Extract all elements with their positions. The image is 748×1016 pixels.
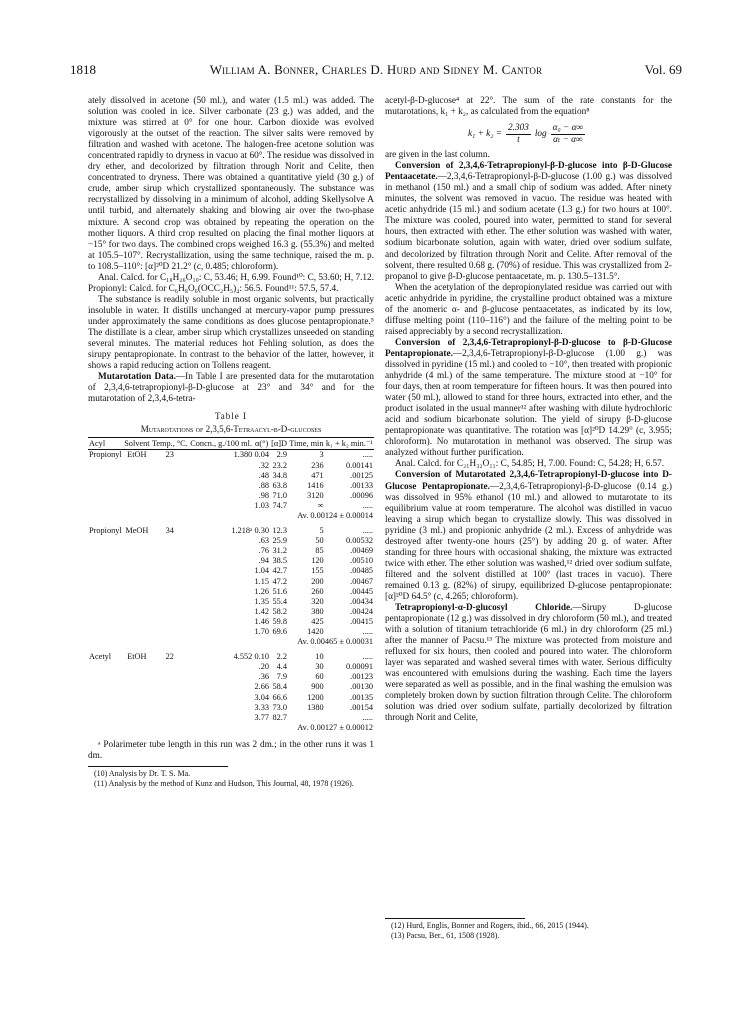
table-cell-temp bbox=[151, 662, 189, 672]
table-cell-concn bbox=[189, 682, 253, 692]
table-cell: ..... bbox=[362, 500, 373, 510]
table-cell-temp bbox=[151, 471, 189, 481]
paragraph: The substance is readily soluble in most organic solvents, but practically insoluble in water. It distills unchanged at mercury-vapor pump pressures under approximately the same conditions as does glucose pentapropionate.⁵ The distillate is a clear, amber sirup which crystallizes unseeded on standing several minutes. The material reduces hot Fehling solution, as does the sirupy pentapropionate. In contrast to the behavior of the latter, however, it shows a rapid reducing action on Tollens reagent. bbox=[88, 294, 374, 372]
analysis-paragraph: Anal. Calcd. for C₂₁H₃₂O₁₁: C, 54.85; H, 7.00. Found: C, 54.28; H, 6.57. bbox=[395, 459, 665, 470]
table-cell: 51.6 bbox=[272, 586, 288, 596]
table-cell-temp bbox=[151, 491, 189, 501]
table-cell: 120 bbox=[311, 556, 324, 566]
table-row bbox=[88, 662, 374, 672]
paragraph bbox=[88, 372, 374, 405]
table-cell-concn: 4.552 bbox=[233, 652, 253, 662]
table-cell: 34.8 bbox=[272, 470, 288, 480]
table-cell: 3.33 bbox=[254, 702, 269, 712]
table-cell-concn bbox=[189, 607, 253, 617]
table-cell: 50 bbox=[315, 536, 324, 546]
analysis-paragraph: Anal. Calcd. for C₁₈H₂₆O₁₀: C, 53.46; H, 6.99. Found¹⁰: C, 53.60; H, 7.12. Propionyl: Calcd. for C₆H₈O₆(OCC₂H₅)₄: 56.5. Found¹¹: 57.5, 57.4. bbox=[88, 272, 374, 294]
section-heading: Conversion of 2,3,4,6-Tetrapropionyl-β-D-glucose to β-D-Glucose Pentapropionate. bbox=[385, 337, 672, 359]
paragraph bbox=[385, 603, 672, 725]
table-cell: 0.04 bbox=[254, 450, 269, 460]
table-cell: 425 bbox=[311, 616, 324, 626]
table-cell: 1380 bbox=[307, 702, 324, 712]
equation-coefficient bbox=[506, 123, 531, 146]
table-cell: 12.3 bbox=[272, 526, 288, 536]
table-cell: .00133 bbox=[350, 480, 373, 490]
table-cell: 1.35 bbox=[254, 596, 269, 606]
table-cell-concn bbox=[189, 546, 253, 556]
section-body: —Sirupy D-glucose pentapropionate (12 g.) was dissolved in dry chloroform (50 ml.), and treated with a solution of titanium tetrachloride (6 ml.) in dry chloroform (25 ml.) after the manner of Pacsu.¹³ The mixture was protected from moisture and refluxed for six hours, then cooled and poured into water. The chloroform layer was separated and washed several times with water. Serious difficulty was encountered with emulsions during the washing. Each time the layers were separated as well as possible, and in the final washing the emulsion was completely broken down by suction filtration through Celite. The chloroform solution was dried over sodium sulfate, partially decolorized by filtration through Norit and Celite, bbox=[385, 603, 672, 724]
table-cell-acyl bbox=[88, 693, 123, 703]
table-cell-acyl bbox=[88, 662, 123, 672]
table-cell-concn bbox=[189, 501, 253, 511]
table-cell-acyl bbox=[88, 607, 123, 617]
table-cell: 1.70 bbox=[254, 627, 269, 636]
table-cell-temp bbox=[151, 481, 189, 491]
table-row bbox=[88, 652, 374, 662]
table-cell: 59.8 bbox=[272, 616, 288, 626]
table-cell: 0.30 bbox=[254, 526, 269, 536]
table-row bbox=[88, 536, 374, 546]
column-header: Time, min bbox=[289, 439, 324, 449]
table-caption: Table I bbox=[214, 411, 248, 422]
table-cell-acyl bbox=[88, 682, 123, 692]
table-cell-solvent bbox=[123, 662, 151, 672]
table-cell: .00485 bbox=[350, 566, 373, 576]
table-cell: 471 bbox=[311, 470, 324, 480]
table-cell: .00154 bbox=[350, 702, 373, 712]
table-cell: 1420 bbox=[307, 627, 324, 636]
table-cell-acyl bbox=[88, 713, 123, 723]
table-cell: 82.7 bbox=[272, 712, 288, 722]
table-cell-concn bbox=[189, 627, 253, 637]
table-cell-acyl bbox=[88, 536, 123, 546]
page-number: 1818 bbox=[70, 62, 96, 77]
average-value: Av. 0.00465 ± 0.00031 bbox=[297, 637, 373, 647]
column-header: [α]D bbox=[271, 439, 287, 449]
paragraph bbox=[385, 470, 672, 603]
table-cell-acyl bbox=[88, 556, 123, 566]
table-cell: 200 bbox=[311, 576, 324, 586]
table-cell: .00469 bbox=[350, 546, 373, 556]
table-cell: .88 bbox=[258, 480, 269, 490]
table-cell: 900 bbox=[311, 682, 324, 692]
running-header bbox=[70, 62, 682, 80]
table-row bbox=[88, 607, 374, 617]
table-row bbox=[88, 546, 374, 556]
table-cell: 2.2 bbox=[276, 652, 288, 662]
table-cell: .48 bbox=[258, 470, 269, 480]
table-cell: 320 bbox=[311, 596, 324, 606]
table-cell: 42.7 bbox=[272, 566, 288, 576]
table-cell-solvent bbox=[123, 672, 151, 682]
table-cell: 1.15 bbox=[254, 576, 269, 586]
table-body bbox=[88, 450, 374, 738]
table-cell-acyl bbox=[88, 627, 123, 637]
table-cell-temp bbox=[151, 617, 189, 627]
table-cell-acyl bbox=[88, 577, 123, 587]
table-cell: 0.00141 bbox=[346, 460, 373, 470]
table-cell-temp bbox=[151, 587, 189, 597]
table-cell-temp bbox=[151, 546, 189, 556]
section-body: —2,3,4,6-Tetrapropionyl-β-D-glucose (0.14 g.) was dissolved in 95% ethanol (10 ml.) and allowed to mutarotate to its equilibrium value at room temperature. The alcohol was distilled in vacuo leaving a sirup which began to crystallize slowly. This was dissolved in pyridine (3 ml.) and propionic anhydride (2 ml.). Excess of anhydride was destroyed after twenty-one hours (25°) by adding 20 g. of water. After standing for three hours with occasional shaking, the mixture was extracted twice with ether. The ether solution was washed,¹² dried over sodium sulfate, filtered and the solvent distilled at 100° (last traces in vacuo). There remained 0.13 g. (82%) of sirupy, equilibrized D-glucose pentapropionate: [α]²⁰D 64.5° (c, 4.265; chloroform). bbox=[385, 481, 672, 602]
table-cell-concn bbox=[189, 672, 253, 682]
table-row bbox=[88, 481, 374, 491]
table-cell-solvent bbox=[123, 703, 151, 713]
table-cell-solvent bbox=[123, 566, 151, 576]
right-column bbox=[385, 96, 672, 725]
table-cell: 58.2 bbox=[272, 606, 288, 616]
table-cell: 2.9 bbox=[276, 450, 288, 460]
table-cell-solvent: MeOH bbox=[125, 526, 149, 536]
table-cell-temp: 22 bbox=[165, 652, 174, 662]
table-cell: 85 bbox=[315, 546, 324, 556]
table-cell-acyl bbox=[88, 481, 123, 491]
table-cell: .00510 bbox=[350, 556, 373, 566]
table-cell: .94 bbox=[258, 556, 269, 566]
table-cell-acyl bbox=[88, 471, 123, 481]
table-cell: .00125 bbox=[350, 470, 373, 480]
table-cell-temp bbox=[151, 703, 189, 713]
table-cell: 5 bbox=[319, 526, 324, 536]
table-row bbox=[88, 682, 374, 692]
table-cell: 236 bbox=[311, 460, 324, 470]
table-cell-concn bbox=[189, 556, 253, 566]
table-cell-temp bbox=[151, 597, 189, 607]
table-cell-temp bbox=[151, 536, 189, 546]
table-cell-solvent bbox=[123, 461, 151, 471]
table-row bbox=[88, 597, 374, 607]
column-header: Concn., g./100 ml. bbox=[190, 439, 253, 449]
average-value: Av. 0.00127 ± 0.00012 bbox=[297, 722, 373, 732]
table-cell: .00467 bbox=[350, 576, 373, 586]
table-cell-temp bbox=[151, 627, 189, 637]
table-cell-concn: 1.380 bbox=[233, 450, 253, 460]
table-row bbox=[88, 471, 374, 481]
table-cell: 1416 bbox=[307, 480, 324, 490]
table-cell: .36 bbox=[258, 672, 269, 682]
equation-log: log bbox=[534, 128, 547, 139]
table-cell-solvent bbox=[123, 556, 151, 566]
table-cell-solvent bbox=[123, 491, 151, 501]
equation-ratio bbox=[551, 123, 585, 146]
table-cell: .20 bbox=[258, 662, 269, 672]
mutarotation-table bbox=[88, 437, 374, 738]
table-cell: 380 bbox=[311, 606, 324, 616]
table-cell: 25.9 bbox=[272, 536, 288, 546]
section-body: —In Table I are presented data for the mutarotation of 2,3,4,6-tetrapropionyl-β-D-glucose at 23° and 34° and for the mutarotation of 2,3,4,6-tetra- bbox=[88, 372, 374, 405]
table-row bbox=[88, 627, 374, 637]
table-cell: 1.42 bbox=[254, 606, 269, 616]
footnote-rule bbox=[385, 918, 525, 919]
table-cell bbox=[288, 713, 325, 723]
table-cell-temp bbox=[151, 682, 189, 692]
table-cell-concn bbox=[189, 693, 253, 703]
table-cell: 1200 bbox=[307, 692, 324, 702]
table-cell: 1.46 bbox=[254, 616, 269, 626]
table-cell-temp bbox=[151, 501, 189, 511]
table-cell: ..... bbox=[362, 526, 373, 536]
table-row bbox=[88, 461, 374, 471]
table-cell-solvent bbox=[123, 471, 151, 481]
table-row bbox=[88, 693, 374, 703]
table-cell: 66.6 bbox=[272, 692, 288, 702]
table-cell: 60 bbox=[315, 672, 324, 682]
section-body: —2,3,4,6-Tetrapropionyl-β-D-glucose (1.00 g.) was dissolved in pyridine (15 ml.) and cooled to −10°, then treated with propionic anhydride (4 ml.) of the same temperature. The mixture stood at −10° for four days, then at room temperature for fifteen hours. It was then poured into water (50 ml.), allowed to stand for three hours, extracted into ether, and the product isolated in the usual manner¹² after washing with dilute hydrochloric acid and sodium bicarbonate solution. The yield of sirupy β-D-glucose pentapropionate was quantitative. The rotation was [α]²⁰D 14.29° (c, 3.955; chloroform). No mutarotation in methanol was observed. The sirup was analyzed without further purification. bbox=[385, 348, 672, 459]
table-cell-temp bbox=[151, 566, 189, 576]
table-cell-solvent: EtOH bbox=[127, 450, 147, 460]
table-cell-concn bbox=[189, 566, 253, 576]
table-row bbox=[88, 556, 374, 566]
table-cell-solvent: EtOH bbox=[127, 652, 147, 662]
table-row bbox=[88, 587, 374, 597]
table-cell: 0.10 bbox=[254, 652, 269, 662]
footnote: (12) Hurd, Englis, Bonner and Rogers, ibid., 66, 2015 (1944). bbox=[391, 921, 589, 930]
table-cell: 30 bbox=[315, 662, 324, 672]
table-cell: 73.0 bbox=[272, 702, 288, 712]
column-header: k₁ + k₂ min.⁻¹ bbox=[325, 439, 373, 449]
table-cell-temp bbox=[151, 577, 189, 587]
table-cell-temp bbox=[151, 693, 189, 703]
table-cell-temp bbox=[151, 556, 189, 566]
rate-equation bbox=[385, 121, 672, 147]
table-cell-concn bbox=[189, 461, 253, 471]
column-header: Acyl bbox=[88, 438, 123, 450]
table-row bbox=[88, 501, 374, 511]
table-cell: 1.03 bbox=[254, 500, 269, 510]
table-cell-concn bbox=[189, 617, 253, 627]
section-heading: Conversion of Mutarotated 2,3,4,6-Tetrapropionyl-D-glucose into D-Glucose Pentapropionate. bbox=[385, 470, 672, 492]
table-cell: 3120 bbox=[307, 490, 324, 500]
table-cell: ..... bbox=[362, 450, 373, 460]
paragraph bbox=[385, 338, 672, 460]
table-cell-temp: 23 bbox=[165, 450, 174, 460]
table-cell: 38.5 bbox=[272, 556, 288, 566]
table-cell: 4.4 bbox=[276, 662, 288, 672]
volume-label: Vol. 69 bbox=[644, 62, 682, 77]
table-cell: .63 bbox=[258, 536, 269, 546]
table-cell: 155 bbox=[311, 566, 324, 576]
average-value: Av. 0.00124 ± 0.00014 bbox=[297, 510, 373, 520]
table-cell-solvent bbox=[123, 501, 151, 511]
column-header: Temp., °C. bbox=[151, 439, 188, 449]
table-cell-temp bbox=[151, 672, 189, 682]
table-cell-acyl: Propionyl bbox=[89, 526, 122, 536]
table-cell: .00424 bbox=[350, 606, 373, 616]
table-cell: .00135 bbox=[350, 692, 373, 702]
table-cell-acyl: Acetyl bbox=[89, 652, 112, 662]
table-cell-acyl bbox=[88, 491, 123, 501]
table-cell: .76 bbox=[258, 546, 269, 556]
table-cell: 31.2 bbox=[272, 546, 288, 556]
table-footnote: ᵃ Polarimeter tube length in this run was 2 dm.; in the other runs it was 1 dm. bbox=[88, 739, 374, 761]
table-cell: 0.00532 bbox=[346, 536, 373, 546]
table-cell: .00130 bbox=[350, 682, 373, 692]
table-cell-acyl bbox=[88, 461, 123, 471]
right-footnotes bbox=[385, 918, 672, 940]
table-cell-solvent bbox=[123, 693, 151, 703]
table-title: Mutarotations of 2,3,5,6-Tetraacyl-β-D-glucoses bbox=[140, 424, 322, 435]
table-cell-concn bbox=[189, 536, 253, 546]
table-cell-solvent bbox=[123, 587, 151, 597]
section-heading: Tetrapropionyl-α-D-glucosyl Chloride. bbox=[395, 603, 573, 614]
table-cell: 1.04 bbox=[254, 566, 269, 576]
table-row bbox=[88, 703, 374, 713]
table-cell-solvent bbox=[123, 607, 151, 617]
table-cell: 1.26 bbox=[254, 586, 269, 596]
table-cell: 2.66 bbox=[254, 682, 269, 692]
table-cell-acyl bbox=[88, 566, 123, 576]
table-cell-concn bbox=[189, 481, 253, 491]
section-heading: Mutarotation Data. bbox=[98, 372, 176, 383]
footnote: (13) Pacsu, Ber., 61, 1508 (1928). bbox=[391, 930, 500, 940]
fraction-numerator: 2.303 bbox=[506, 123, 531, 135]
table-cell: ..... bbox=[362, 712, 373, 722]
left-column bbox=[88, 96, 374, 788]
table-cell-concn bbox=[189, 597, 253, 607]
table-cell: 7.9 bbox=[276, 672, 288, 682]
fraction-denominator: αₜ − α∞ bbox=[553, 134, 583, 145]
footnote: (11) Analysis by the method of Kunz and Hudson, This Journal, 48, 1978 (1926). bbox=[94, 778, 354, 788]
table-cell-acyl bbox=[88, 546, 123, 556]
table-cell: 58.4 bbox=[272, 682, 288, 692]
paragraph: When the acetylation of the depropionylated residue was carried out with acetic anhydride in pyridine, the crystalline product obtained was a mixture of the anomeric α- and β-glucose pentaacetates, as indicated by its low, diffuse melting point (110–116°) and the failure of the melting point to be raised appreciably by a second recrystallization. bbox=[385, 282, 672, 337]
running-head-authors: William A. Bonner, Charles D. Hurd and Sidney M. Cantor bbox=[209, 62, 543, 77]
table-average-row bbox=[88, 723, 374, 738]
table-cell-acyl bbox=[88, 501, 123, 511]
table-cell-solvent bbox=[123, 536, 151, 546]
table-cell-concn bbox=[189, 471, 253, 481]
table-cell-solvent bbox=[123, 713, 151, 723]
table-cell-concn: 1.218ᵃ bbox=[231, 526, 253, 536]
table-cell-acyl bbox=[88, 672, 123, 682]
table-cell: 23.2 bbox=[272, 460, 288, 470]
table-row bbox=[88, 617, 374, 627]
fraction-numerator: α₀ − α∞ bbox=[551, 123, 585, 135]
table-cell: ..... bbox=[362, 627, 373, 636]
table-cell-temp bbox=[151, 461, 189, 471]
table-cell-acyl: Propionyl bbox=[89, 450, 122, 460]
column-header: Solvent bbox=[124, 439, 150, 449]
table-cell-solvent bbox=[123, 481, 151, 491]
footnote-rule bbox=[88, 766, 228, 767]
table-cell: 47.2 bbox=[272, 576, 288, 586]
table-cell: 63.8 bbox=[272, 480, 288, 490]
table-cell-concn bbox=[189, 587, 253, 597]
table-cell-temp bbox=[151, 607, 189, 617]
table-cell: 74.7 bbox=[272, 500, 288, 510]
table-cell: ∞ bbox=[317, 500, 324, 510]
table-cell: 3 bbox=[319, 450, 324, 460]
table-cell: .32 bbox=[258, 460, 269, 470]
table-row bbox=[88, 566, 374, 576]
table-cell-acyl bbox=[88, 587, 123, 597]
table-cell: .98 bbox=[258, 490, 269, 500]
table-cell: ..... bbox=[362, 652, 373, 662]
paragraph bbox=[385, 161, 672, 283]
table-cell: .00415 bbox=[350, 616, 373, 626]
fraction-denominator: t bbox=[517, 134, 520, 145]
table-cell-acyl bbox=[88, 703, 123, 713]
table-cell: .00096 bbox=[350, 490, 373, 500]
table-cell-solvent bbox=[123, 627, 151, 637]
table-cell: 260 bbox=[311, 586, 324, 596]
paragraph: are given in the last column. bbox=[385, 150, 490, 161]
table-cell-concn bbox=[189, 713, 253, 723]
table-row bbox=[88, 672, 374, 682]
table-cell: 3.04 bbox=[254, 692, 269, 702]
table-cell: .00123 bbox=[350, 672, 373, 682]
column-header: α(°) bbox=[255, 439, 269, 449]
table-cell: 55.4 bbox=[272, 596, 288, 606]
table-row bbox=[88, 713, 374, 723]
table-row bbox=[88, 577, 374, 587]
paragraph: acetyl-β-D-glucose⁴ at 22°. The sum of the rate constants for the mutarotations, k₁ + k₂, as calculated from the equation⁸ bbox=[385, 96, 672, 118]
table-cell-acyl bbox=[88, 597, 123, 607]
table-average-row bbox=[88, 511, 374, 526]
table-cell: 3.77 bbox=[254, 712, 269, 722]
table-cell-concn bbox=[189, 577, 253, 587]
table-cell-temp: 34 bbox=[165, 526, 174, 536]
table-average-row bbox=[88, 637, 374, 652]
table-cell: 10 bbox=[315, 652, 324, 662]
table-cell-concn bbox=[189, 703, 253, 713]
footnote: (10) Analysis by Dr. T. S. Ma. bbox=[94, 769, 191, 779]
table-cell-solvent bbox=[123, 617, 151, 627]
table-cell-solvent bbox=[123, 577, 151, 587]
table-cell-solvent bbox=[123, 682, 151, 692]
equation-lhs: k₁ + k₂ = bbox=[467, 128, 503, 139]
table-cell: 0.00091 bbox=[346, 662, 373, 672]
table-row bbox=[88, 491, 374, 501]
table-row bbox=[88, 450, 374, 461]
table-row bbox=[88, 526, 374, 536]
section-body: —2,3,4,6-Tetrapropionyl-β-D-glucose (1.00 g.) was dissolved in methanol (150 ml.) and a small chip of sodium was added. After ninety minutes, the solvent was removed in vacuo. The residue was heated with acetic anhydride (15 ml.) and sodium acetate (1.3 g.) for two hours at 100°. The mixture was cooled, poured into water, permitted to stand for several hours, then extracted with ether. The ether solution was washed with water, sodium bicarbonate solution, again with water, dried over sodium sulfate, and decolorized by filtration through Norit and Celite. After removal of the solvent, there resulted 0.68 g. (70%) of residue. This was crystallized from 2-propanol to give β-D-glucose pentaacetate, m. p. 130.5–131.5°. bbox=[385, 172, 672, 282]
table-cell-temp bbox=[151, 713, 189, 723]
section-heading: Conversion of 2,3,4,6-Tetrapropionyl-β-D-glucose into β-D-Glucose Pentaacetate. bbox=[385, 161, 672, 183]
table-cell: .00434 bbox=[350, 596, 373, 606]
table-cell-solvent bbox=[123, 597, 151, 607]
table-cell-solvent bbox=[123, 546, 151, 556]
table-cell: 71.0 bbox=[272, 490, 288, 500]
table-cell: 69.6 bbox=[272, 627, 288, 636]
table-cell-concn bbox=[189, 491, 253, 501]
table-cell-acyl bbox=[88, 617, 123, 627]
table-cell: .00445 bbox=[350, 586, 373, 596]
table-cell-concn bbox=[189, 662, 253, 672]
paragraph: ately dissolved in acetone (50 ml.), and water (1.5 ml.) was added. The solution was cooled in ice. Silver carbonate (23 g.) was added, and the mixture was stirred at 0° for one hour. Carbon dioxide was evolved vigorously at the outset of the reaction. The silver salts were removed by filtration and washed with acetone. The halogen-free acetone solution was concentrated rapidly to dryness in vacuo at 60°. The residue was dissolved in dry ether, and decolorized by filtration through Norit and Celite, then concentrated to dryness. There was obtained a quantitative yield (30 g.) of crude, amber sirup which crystallized spontaneously. The substance was recrystallized by dissolving in a minimum of alcohol, adding Skellysolve A until turbid, and alternately shaking and blowing air over the two-phase mixture. A second crop was obtained by repeating the operation on the mother liquors. A third crop resulted on placing the final mother liquors at −15° for two days. The combined crops weighed 16.3 g. (55.3%) and melted at 105.5–107°. Recrystallization, using the same technique, raised the m. p. to 108.5–110°: [α]²⁰D 21.2° (c, 0.485; chloroform). bbox=[88, 96, 374, 272]
